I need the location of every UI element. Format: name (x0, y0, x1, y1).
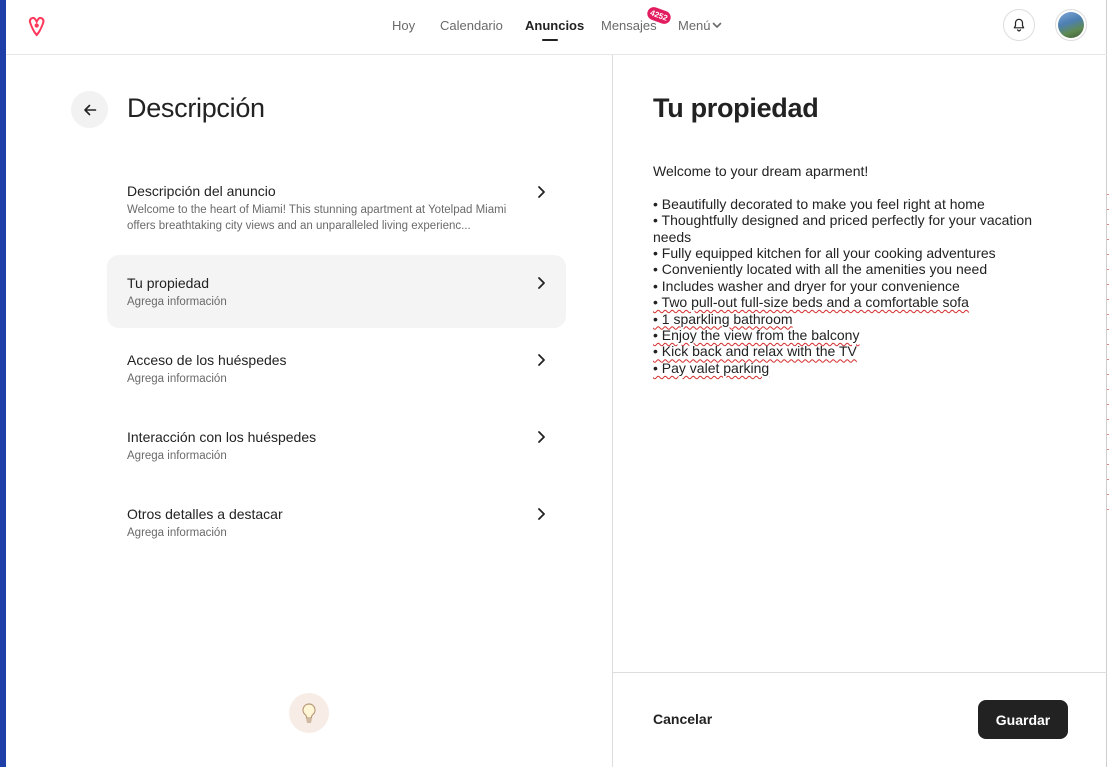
text-line: • Fully equipped kitchen for all your cooking adventures (653, 245, 996, 262)
section-descripcion-anuncio[interactable] (107, 172, 566, 242)
footer-divider (613, 672, 1107, 673)
airbnb-logo-icon[interactable] (22, 12, 50, 42)
messages-count-badge: 4252 (645, 5, 672, 25)
text-line: • Thoughtfully designed and priced perfectly for your vacation needs (653, 212, 1032, 245)
nav-menu[interactable]: Menú (678, 18, 711, 33)
chevron-right-icon (536, 185, 546, 199)
section-subtitle: Agrega información (127, 296, 227, 308)
text-line-spellcheck: • Two pull-out full-size beds and a comfortable sofa (653, 294, 969, 311)
save-button[interactable]: Guardar (978, 700, 1068, 739)
profile-button[interactable] (1055, 9, 1087, 41)
section-title: Otros detalles a destacar (127, 506, 283, 522)
section-subtitle: Agrega información (127, 450, 227, 462)
text-line-spellcheck: • 1 sparkling bathroom (653, 310, 793, 327)
section-title: Tu propiedad (127, 275, 209, 291)
app-window (6, 0, 1107, 767)
section-subtitle: Agrega información (127, 527, 227, 539)
section-tu-propiedad[interactable] (107, 255, 566, 328)
page-title: Descripción (127, 93, 265, 123)
chevron-right-icon (536, 276, 546, 290)
editor-title: Tu propiedad (653, 93, 819, 123)
text-line: • Conveniently located with all the amenities you need (653, 261, 988, 278)
tips-button[interactable] (289, 693, 329, 733)
text-line: • Beautifully decorated to make you feel right at home (653, 195, 985, 212)
text-line-spellcheck: • Enjoy the view from the balcony (653, 327, 860, 344)
bell-icon (1012, 18, 1026, 32)
nav-hoy[interactable]: Hoy (392, 18, 416, 33)
section-subtitle: Welcome to the heart of Miami! This stunning apartment at Yotelpad Miami offers breathtaking city views and an unparalleled living experienc... (127, 204, 507, 232)
chevron-down-icon[interactable] (712, 20, 722, 30)
lightbulb-icon (299, 702, 319, 724)
avatar (1058, 12, 1084, 38)
cancel-button[interactable]: Cancelar (653, 711, 713, 727)
section-otros-detalles[interactable] (107, 494, 566, 550)
nav-mensajes[interactable]: Mensajes (601, 18, 657, 33)
chevron-right-icon (536, 507, 546, 521)
chevron-right-icon (536, 353, 546, 367)
blank-line (653, 179, 1053, 195)
text-line: • Includes washer and dryer for your convenience (653, 277, 960, 294)
nav-anuncios[interactable]: Anuncios (525, 18, 585, 33)
nav-calendario[interactable]: Calendario (440, 18, 503, 33)
text-line-spellcheck: • Pay valet parking (653, 359, 770, 376)
property-description-textarea[interactable] (653, 163, 1053, 376)
notifications-button[interactable] (1003, 9, 1035, 41)
section-interaccion-huespedes[interactable] (107, 417, 566, 473)
top-header (6, 0, 1107, 55)
section-title: Acceso de los huéspedes (127, 352, 287, 368)
section-title: Interacción con los huéspedes (127, 429, 317, 445)
text-line: Welcome to your dream aparment! (653, 163, 869, 179)
arrow-left-icon (83, 103, 97, 117)
active-tab-indicator (542, 39, 558, 41)
section-acceso-huespedes[interactable] (107, 340, 566, 396)
section-title: Descripción del anuncio (127, 183, 276, 199)
pane-divider (612, 55, 613, 767)
back-button[interactable] (71, 91, 108, 128)
chevron-right-icon (536, 430, 546, 444)
section-subtitle: Agrega información (127, 373, 227, 385)
text-line-spellcheck: • Kick back and relax with the TV (653, 343, 857, 360)
